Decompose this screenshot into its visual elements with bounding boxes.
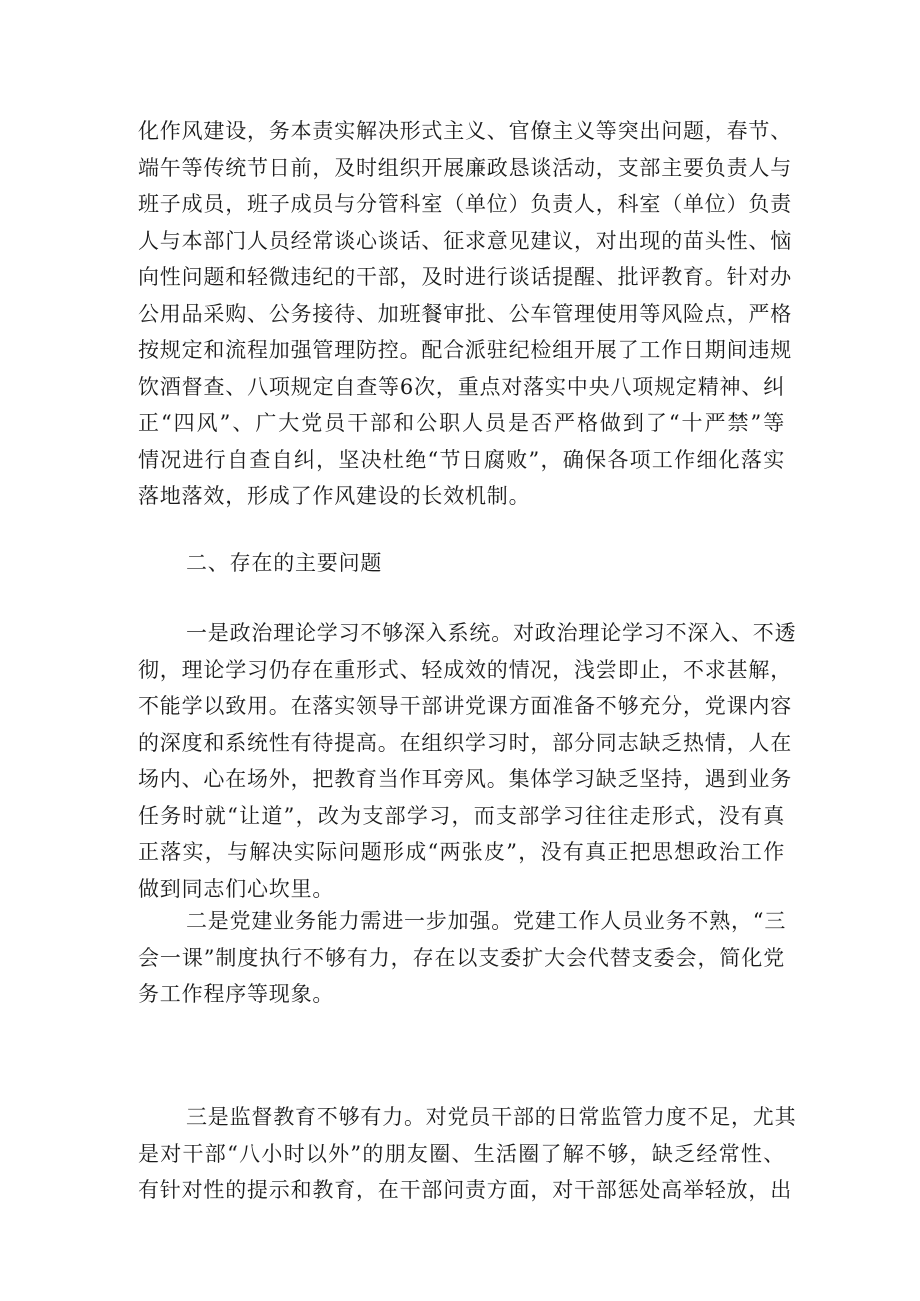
text-line: 情况进行自查自纠，坚决杜绝“节日腐败”，确保各项工作细化落实 [138,447,785,472]
text-line: 是对干部“八小时以外”的朋友圈、生活圈了解不够，缺乏经常性、 [138,1141,785,1166]
paragraph-theory-study [138,615,797,907]
text-line: 彻，理论学习仍存在重形式、轻成效的情况，浅尝即止，不求甚解， [138,657,792,682]
text-line: 人与本部门人员经常谈心谈话、征求意见建议，对出现的苗头性、恼 [138,228,792,253]
text-line: 饮酒督查、八项规定自查等6次，重点对落实中央八项规定精神、纠 [138,374,785,399]
text-line: 正“四风”、广大党员干部和公职人员是否严格做到了“十严禁”等 [138,411,785,435]
text-line: 落地落效，形成了作风建设的长效机制。 [138,484,531,508]
text-line: 化作风建设，务本责实解决形式主义、官僚主义等突出问题，春节、 [138,119,792,143]
text-line: 任务时就“让道”，改为支部学习，而支部学习往往走形式，没有真 [138,803,785,828]
text-line: 的深度和系统性有待提高。在组织学习时，部分同志缺乏热情，人在 [138,730,792,755]
text-line: 会一课”制度执行不够有力，存在以支委扩大会代替支委会，简化党 [138,945,785,970]
text-line: 向性问题和轻微违纪的干部，及时进行谈话提醒、批评教育。针对办 [138,265,792,289]
text-line: 端午等传统节日前，及时组织开展廉政恳谈活动，支部主要负责人与 [138,155,792,180]
text-line: 按规定和流程加强管理防控。配合派驻纪检组开展了工作日期间违规 [138,338,792,362]
text-line: 班子成员，班子成员与分管科室（单位）负责人，科室（单位）负责 [138,192,792,216]
text-line: 场内、心在场外，把教育当作耳旁风。集体学习缺乏坚持，遇到业务 [138,767,792,791]
text-line: 正落实，与解决实际问题形成“两张皮”，没有真正把思想政治工作 [138,840,785,864]
paragraph-work-style [138,113,792,515]
text-line: 有针对性的提示和教育，在干部问责方面，对干部惩处高举轻放，出 [138,1178,792,1202]
paragraph-supervision [138,1099,797,1209]
text-line: 三是监督教育不够有力。对党员干部的日常监管力度不足，尤其 [186,1105,797,1129]
text-line: 不能学以致用。在落实领导干部讲党课方面准备不够充分，党课内容 [138,694,792,718]
text-line: 务工作程序等现象。 [138,982,335,1006]
paragraph-party-building [138,903,785,1013]
text-line: 二是党建业务能力需进一步加强。党建工作人员业务不熟，“三 [186,909,787,933]
section-heading: 二、存在的主要问题 [186,551,383,575]
text-line: 一是政治理论学习不够深入系统。对政治理论学习不深入、不透 [186,621,797,645]
text-line: 公用品采购、公务接待、加班餐审批、公车管理使用等风险点，严格 [138,301,792,326]
text-line: 做到同志们心坎里。 [138,876,335,901]
